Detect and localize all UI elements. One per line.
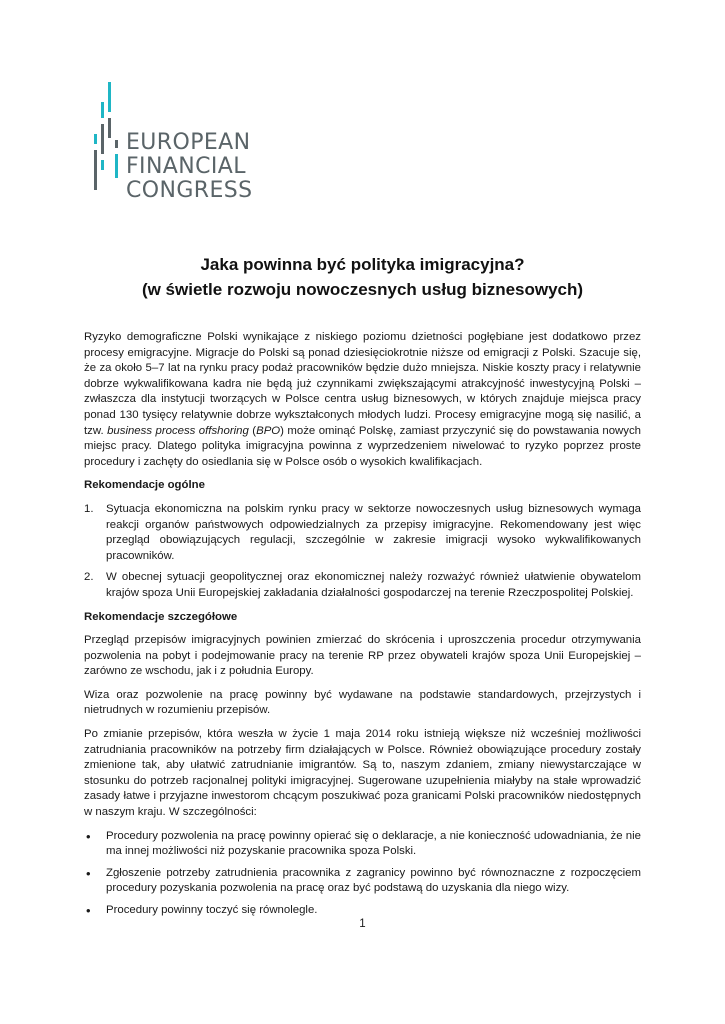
detailed-paragraph-1: Przegląd przepisów imigracyjnych powinien zmierzać do skrócenia i uproszczenia procedur otrzymywania pozwolenia na pobyt i podejmowanie pracy na terenie RP przez obywateli krajów spoza Unii Europejskiej – zarówno ze wschodu, jak i z południa Europy. bbox=[84, 634, 641, 678]
list-item-text: Procedury pozwolenia na pracę powinny opierać się o deklaracje, a nie konieczność udowadniania, że nie ma innej możliwości niż pozyskanie pracownika spoza Polski. bbox=[106, 829, 641, 858]
title-line-2: (w świetle rozwoju nowoczesnych usług biznesowych) bbox=[141, 280, 584, 299]
bullet-icon: • bbox=[86, 828, 91, 844]
list-item bbox=[84, 903, 641, 919]
bullet-icon: • bbox=[86, 865, 91, 881]
title-line-1: Jaka powinna być polityka imigracyjna? bbox=[200, 255, 525, 274]
intro-text-2: ( bbox=[252, 424, 257, 437]
document-title bbox=[60, 252, 665, 302]
detailed-bullet-list bbox=[84, 829, 641, 919]
section-heading-general: Rekomendacje ogólne bbox=[84, 479, 205, 492]
list-item-number: 1. bbox=[84, 502, 94, 515]
logo-line-financial: FINANCIAL bbox=[126, 154, 246, 179]
list-item-number: 2. bbox=[84, 571, 94, 584]
intro-italic-bpo-full: business process offshoring bbox=[107, 424, 249, 437]
intro-italic-bpo: BPO bbox=[256, 424, 281, 437]
list-item-text: Procedury powinny toczyć się równolegle. bbox=[106, 904, 318, 916]
logo-line-congress: CONGRESS bbox=[126, 178, 253, 203]
document-body bbox=[84, 330, 641, 927]
list-item-text: Zgłoszenie potrzeby zatrudnienia pracownika z zagranicy powinno być równoznaczne z rozpoczęciem procedury pozyskania pozwolenia na pracę oraz być podstawą do uzyskania dla niego wizy. bbox=[106, 866, 641, 895]
section-heading-detailed: Rekomendacje szczegółowe bbox=[84, 610, 238, 623]
page-number: 1 bbox=[359, 918, 366, 930]
list-item bbox=[84, 570, 641, 601]
detailed-paragraph-3: Po zmianie przepisów, która weszła w życie 1 maja 2014 roku istnieją większe niż wcześniej możliwości zatrudniania pracowników na potrzeby firm działających w Polsce. Również obowiązujące procedury zostały zmienione tak, aby ułatwić zatrudnianie imigrantów. Są to, naszym zdaniem, zmiany niewystarczające w stosunku do potrzeb racjonalnej polityki imigracyjnej. Sugerowane uzupełnienia miałyby na stałe wprowadzić zasady łatwe i przyjazne inwestorom chcącym poszukiwać poza granicami Polski pracowników niedostępnych w naszym kraju. W szczególności: bbox=[84, 728, 641, 819]
detailed-paragraph-2: Wiza oraz pozwolenie na pracę powinny być wydawane na podstawie standardowych, przejrzystych i nietrudnych w rozumieniu przepisów. bbox=[84, 688, 641, 717]
list-item-text: W obecnej sytuacji geopolitycznej oraz ekonomicznej należy rozważyć również ułatwienie obywatelom krajów spoza Unii Europejskiej zakładania działalności gospodarczej na terenie Rzeczpospolitej Polskiej. bbox=[106, 571, 641, 599]
list-item bbox=[84, 829, 641, 860]
european-financial-congress-logo bbox=[88, 82, 288, 212]
bullet-icon: • bbox=[86, 903, 91, 918]
intro-text-1: Ryzyko demograficzne Polski wynikające z niskiego poziomu dzietności pogłębiane jest dodatkowo przez procesy emigracyjne. Migracje do Polski są ponad dziesięciokrotnie niższe od emigracji z Polski. Szacuje się, że za około 5–7 lat na rynku pracy podaż pracowników będzie dużo mniejsza. Niskie koszty pracy i relatywnie dobrze wykwalifikowana kadra nie będą już czynnikami zwiększającymi atrakcyjność inwestycyjną Polski – zwłaszcza dla instytucji tworzących w Polsce centra usług biznesowych, w których znajduje miejsca pracy ponad 130 tysięcy relatywnie dobrze wykształconych młodych ludzi. Procesy emigracyjne mogą się nasilić, a tzw. bbox=[84, 331, 641, 437]
intro-paragraph bbox=[84, 330, 641, 470]
logo-bars-icon bbox=[88, 82, 128, 202]
list-item bbox=[84, 502, 641, 564]
intro-text-3: ) może ominąć Polskę, zamiast przyczynić się do powstawania nowych miejsc pracy. Dlatego polityka imigracyjna powinna z wyprzedzeniem niwelować to ryzyko poprzez proste procedury i zachęty do osiedlania się w Polsce osób o wysokich kwalifikacjach. bbox=[84, 424, 641, 468]
list-item bbox=[84, 866, 641, 897]
logo-text bbox=[126, 131, 253, 203]
logo-line-european: EUROPEAN bbox=[126, 130, 251, 155]
general-recommendations-list bbox=[84, 502, 641, 602]
list-item-text: Sytuacja ekonomiczna na polskim rynku pracy w sektorze nowoczesnych usług biznesowych wymaga reakcji organów państwowych odpowiedzialnych za przepisy imigracyjne. Rekomendowany jest więc przegląd obowiązujących regulacji, szczególnie w zakresie imigracji wysoko wykwalifikowanych pracowników. bbox=[106, 502, 641, 562]
